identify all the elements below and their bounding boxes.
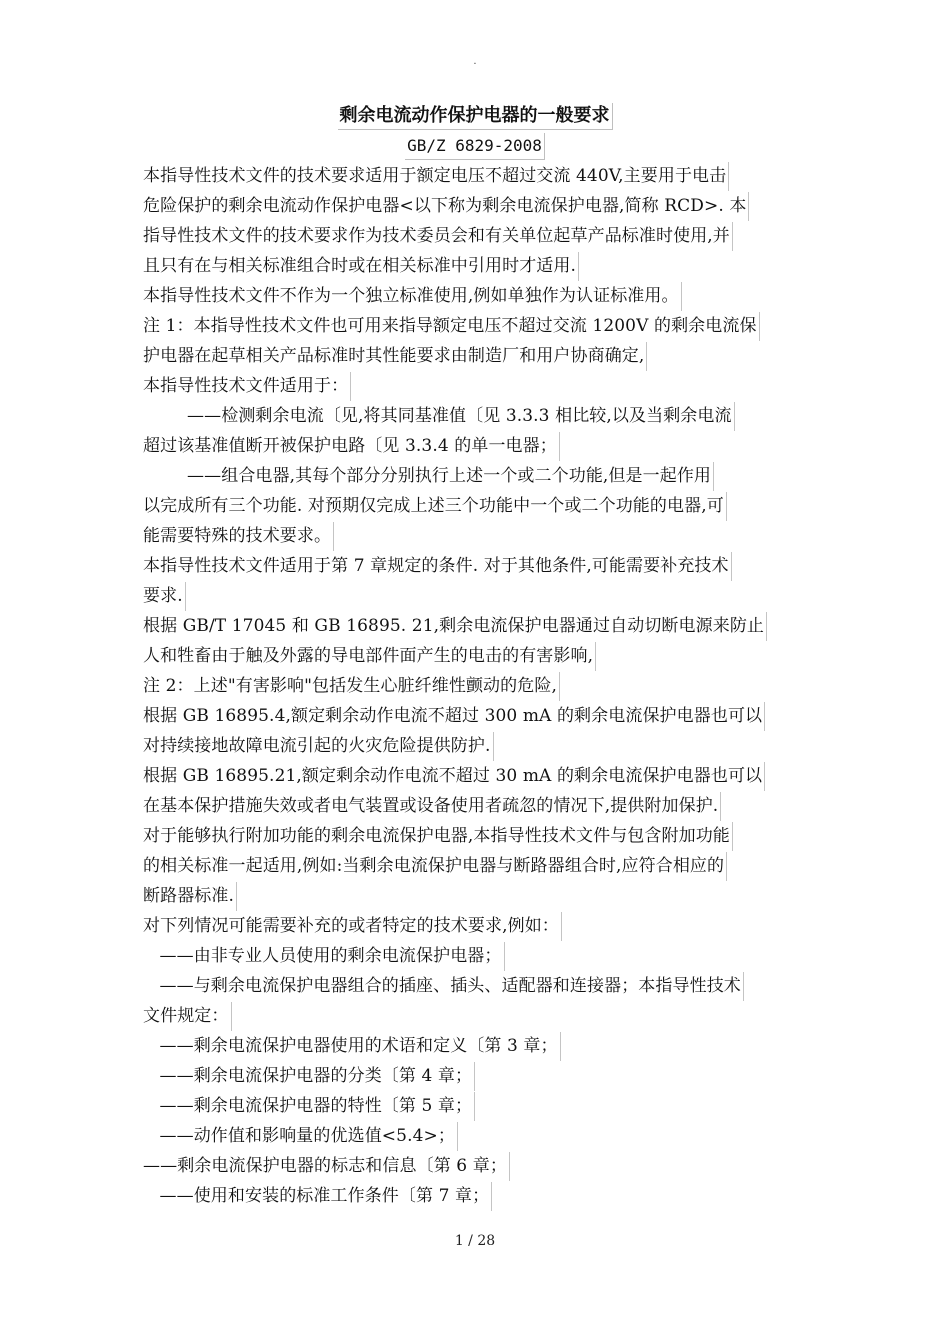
text-line-content: ——剩余电流保护电器的特性〔第 5 章； [143, 1092, 475, 1121]
text-line-content: 能需要特殊的技术要求。 [143, 522, 334, 551]
text-line-content: 文件规定： [143, 1002, 232, 1031]
text-line [143, 251, 813, 281]
text-line-content: 指导性技术文件的技术要求作为技术委员会和有关单位起草产品标准时使用,并 [143, 222, 733, 251]
text-line [143, 1001, 813, 1031]
text-line [143, 641, 813, 671]
text-line-content: ——与剩余电流保护电器组合的插座、插头、适配器和连接器；本指导性技术 [143, 972, 744, 1001]
text-line [143, 401, 813, 431]
text-line [143, 611, 813, 641]
page-indicator: 1 / 28 [454, 1233, 496, 1249]
text-line-content: 的相关标准一起适用,例如:当剩余电流保护电器与断路器组合时,应符合相应的 [143, 852, 727, 881]
text-line-content: 对下列情况可能需要补充的或者特定的技术要求,例如： [143, 912, 562, 941]
text-line-content: 在基本保护措施失效或者电气装置或设备使用者疏忽的情况下,提供附加保护. [143, 792, 721, 821]
text-line-content: ——剩余电流保护电器的分类〔第 4 章； [143, 1062, 475, 1091]
text-line [143, 1061, 813, 1091]
text-line-content: ——检测剩余电流〔见,将其同基准值〔见 3.3.3 相比较,以及当剩余电流 [143, 402, 735, 431]
text-line-content: 且只有在与相关标准组合时或在相关标准中引用时才适用. [143, 252, 579, 281]
header-mark: . [473, 56, 477, 67]
text-line-content: ——使用和安装的标准工作条件〔第 7 章； [143, 1182, 492, 1211]
text-line-content: ——由非专业人员使用的剩余电流保护电器； [143, 942, 505, 971]
text-line [143, 1091, 813, 1121]
text-line-content: 本指导性技术文件不作为一个独立标准使用,例如单独作为认证标准用。 [143, 282, 682, 311]
text-line [143, 791, 813, 821]
text-line-content: 以完成所有三个功能. 对预期仅完成上述三个功能中一个或二个功能的电器,可 [143, 492, 727, 521]
text-line [143, 521, 813, 551]
text-line [143, 821, 813, 851]
text-line-content: 人和牲畜由于触及外露的导电部件面产生的电击的有害影响, [143, 642, 596, 671]
text-line [143, 281, 813, 311]
text-line [143, 911, 813, 941]
text-line-content: 超过该基准值断开被保护电路〔见 3.3.4 的单一电器； [143, 432, 560, 461]
standard-code [0, 133, 950, 160]
text-line-content: ——组合电器,其每个部分分别执行上述一个或二个功能,但是一起作用 [143, 462, 714, 491]
text-line-content: 本指导性技术文件适用于： [143, 372, 351, 401]
text-line-content: 根据 GB 16895.4,额定剩余动作电流不超过 300 mA 的剩余电流保护电器也可以 [143, 702, 765, 731]
text-line-content: 本指导性技术文件适用于第 7 章规定的条件. 对于其他条件,可能需要补充技术 [143, 552, 732, 581]
text-line [143, 881, 813, 911]
text-line [143, 1031, 813, 1061]
text-line [143, 161, 813, 191]
text-line [143, 761, 813, 791]
text-line [143, 581, 813, 611]
text-line [143, 491, 813, 521]
text-line [143, 671, 813, 701]
text-line-content: 对持续接地故障电流引起的火灾危险提供防护. [143, 732, 494, 761]
text-line-content: 对于能够执行附加功能的剩余电流保护电器,本指导性技术文件与包含附加功能 [143, 822, 733, 851]
document-title [0, 103, 950, 130]
text-line [143, 1181, 813, 1211]
text-line [143, 1121, 813, 1151]
text-line-content: 根据 GB 16895.21,额定剩余动作电流不超过 30 mA 的剩余电流保护电器也可以 [143, 762, 765, 791]
text-line [143, 341, 813, 371]
text-line-content: 危险保护的剩余电流动作保护电器<以下称为剩余电流保护电器,简称 RCD>. 本 [143, 192, 749, 221]
document-body [143, 161, 813, 1211]
standard-code-text: GB/Z 6829-2008 [405, 133, 545, 160]
text-line [143, 311, 813, 341]
text-line [143, 851, 813, 881]
text-line [143, 551, 813, 581]
text-line [143, 221, 813, 251]
text-line [143, 371, 813, 401]
text-line-content: 注 1：本指导性技术文件也可用来指导额定电压不超过交流 1200V 的剩余电流保 [143, 312, 760, 341]
text-line-content: 根据 GB/T 17045 和 GB 16895. 21,剩余电流保护电器通过自动切断电源来防止 [143, 612, 767, 641]
text-line-content: 本指导性技术文件的技术要求适用于额定电压不超过交流 440V,主要用于电击 [143, 162, 729, 191]
text-line [143, 941, 813, 971]
text-line [143, 191, 813, 221]
text-line [143, 461, 813, 491]
text-line [143, 971, 813, 1001]
text-line [143, 1151, 813, 1181]
text-line-content: 要求. [143, 582, 186, 611]
text-line-content: ——动作值和影响量的优选值<5.4>； [143, 1122, 458, 1151]
text-line-content: ——剩余电流保护电器使用的术语和定义〔第 3 章； [143, 1032, 561, 1061]
text-line-content: ——剩余电流保护电器的标志和信息〔第 6 章； [143, 1152, 510, 1181]
text-line-content: 护电器在起草相关产品标准时其性能要求由制造厂和用户协商确定, [143, 342, 647, 371]
text-line [143, 701, 813, 731]
text-line [143, 431, 813, 461]
text-line-content: 断路器标准. [143, 882, 237, 911]
text-line-content: 注 2：上述"有害影响"包括发生心脏纤维性颤动的危险, [143, 672, 560, 701]
document-title-text: 剩余电流动作保护电器的一般要求 [338, 103, 613, 130]
text-line [143, 731, 813, 761]
